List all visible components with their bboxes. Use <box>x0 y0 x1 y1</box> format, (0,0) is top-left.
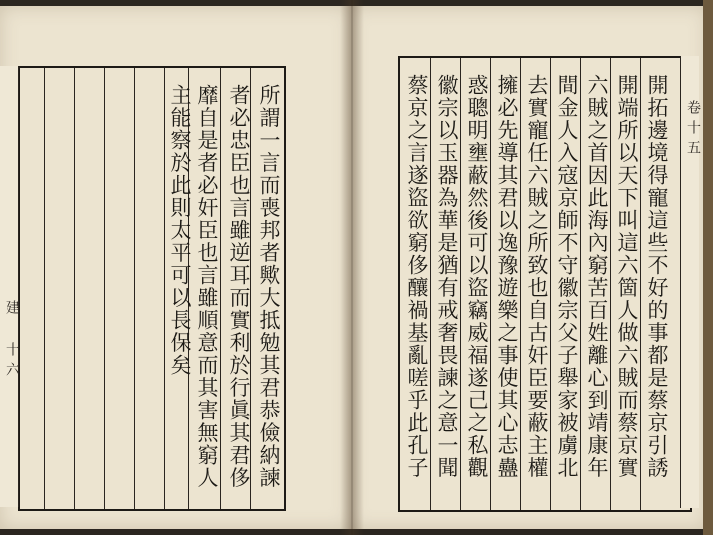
column-rule <box>134 68 135 509</box>
column-rule <box>104 68 105 509</box>
column-rule <box>44 68 45 509</box>
fold-label: 卷十五 <box>685 100 701 160</box>
text-column: 靡自是者必奸臣也言雖順意而其害無窮人 <box>195 84 219 489</box>
column-rule <box>580 58 581 510</box>
text-column: 主能察於此則太平可以長保矣 <box>168 84 192 377</box>
column-rule <box>460 58 461 510</box>
column-rule <box>550 58 551 510</box>
text-column: 六賊之首因此海內窮苦百姓離心到靖康年 <box>585 74 609 479</box>
text-column: 擁必先導其君以逸豫遊樂之事使其心志蠱 <box>495 74 519 479</box>
column-rule <box>430 58 431 510</box>
text-column: 惑聰明壅蔽然後可以盜竊威福遂己之私觀 <box>465 74 489 479</box>
fold-label: 建 十六 <box>4 300 20 382</box>
column-rule <box>640 58 641 510</box>
text-column: 所謂一言而喪邦者歟大抵勉其君恭儉納諫 <box>257 84 281 489</box>
text-column: 徽宗以玉器為華是猶有戒奢畏諫之意一聞 <box>435 74 459 479</box>
column-rule <box>220 68 221 509</box>
text-column: 者必忠臣也言雖逆耳而實利於行眞其君侈 <box>227 84 251 489</box>
text-column: 去實寵任六賊之所致也自古奸臣要蔽主權 <box>525 74 549 479</box>
column-rule <box>520 58 521 510</box>
column-rule <box>164 68 165 509</box>
book-gutter <box>340 0 364 535</box>
right-text-frame <box>398 56 692 512</box>
text-column: 蔡京之言遂盜欲窮侈釀禍基亂嗟乎此孔子 <box>405 74 429 479</box>
text-column: 開端所以天下叫這六箇人做六賊而蔡京實 <box>615 74 639 479</box>
text-column: 開拓邊境得寵這些不好的事都是蔡京引誘 <box>645 74 669 479</box>
column-rule <box>74 68 75 509</box>
column-rule <box>490 58 491 510</box>
left-fold-strip <box>0 66 19 507</box>
text-column: 間金人入寇京師不守徽宗父子舉家被虜北 <box>555 74 579 479</box>
page-edge <box>703 0 713 535</box>
left-text-frame <box>18 66 286 511</box>
column-rule <box>610 58 611 510</box>
